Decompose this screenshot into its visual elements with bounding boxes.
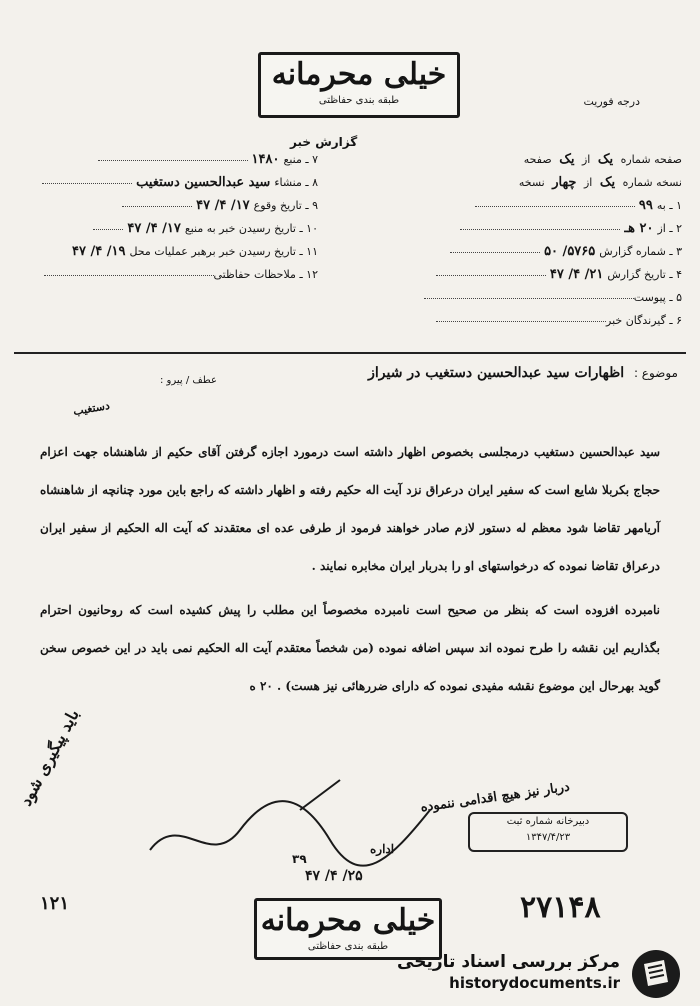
watermark bbox=[370, 950, 620, 992]
field-label: ۲ ـ از bbox=[657, 222, 682, 235]
field-value: ۵۷۶۵/ ۵۰ bbox=[544, 244, 596, 259]
field-label: ۴ ـ تاریخ گزارش bbox=[607, 268, 682, 281]
field-label: ۱۲ ـ ملاحظات حفاظتی bbox=[213, 268, 318, 281]
subject-label: موضوع : bbox=[633, 366, 678, 380]
reference-label: عطف / پیرو : bbox=[160, 375, 217, 386]
field-mid: از bbox=[581, 153, 591, 166]
field-label: نسخه شماره bbox=[622, 176, 682, 189]
field-value: ۱۹/ ۴/ ۴۷ bbox=[71, 244, 126, 259]
field-row bbox=[18, 194, 318, 217]
field-row bbox=[362, 194, 682, 217]
handwritten-margin-note: باید پیگیری شود bbox=[16, 706, 83, 809]
field-value2: چهار bbox=[552, 175, 577, 190]
field-row bbox=[362, 240, 682, 263]
field-row bbox=[18, 171, 318, 194]
field-value2: یک bbox=[559, 152, 575, 167]
watermark-url: historydocuments.ir bbox=[449, 974, 620, 992]
handwritten-number: ۳۹ bbox=[292, 852, 307, 866]
field-value: ۱۷/ ۴/ ۴۷ bbox=[127, 221, 181, 236]
top-stamp-title: خیلی محرمانه bbox=[271, 57, 447, 92]
report-fields-right bbox=[362, 148, 682, 332]
field-value: سید عبدالحسین دستغیب bbox=[136, 175, 271, 190]
field-row bbox=[18, 217, 318, 240]
field-value: ۲۱/ ۴/ ۴۷ bbox=[549, 267, 604, 282]
body-paragraph: سید عبدالحسین دستغیب درمجلسی بخصوص اظهار داشته است درمورد اجازه گرفتن آقای حکیم از شاهنشاه جهت اعزام حجاج بکربلا شایع است که سفیر ایران درعراق نزد آیت اله حکیم رفته و اظهار داشته که راجع باین مورد چنانچه از شاهنشاه آریامهر تقاضا شود معظم له دستور لازم صادر خواهند فرمود از طرفی عده ای معتقدند که آیت اله الحکیم از سفیر ایران درعراق تقاضا نموده که درخواستهای او را بدربار ایران مخابره نمایند . bbox=[40, 445, 660, 573]
field-value: یک bbox=[597, 152, 614, 167]
archive-number: ۲۷۱۴۸ bbox=[520, 890, 601, 925]
field-label: ۱ ـ به bbox=[656, 199, 682, 212]
signature-office: اداره bbox=[370, 842, 395, 856]
field-label: ۹ ـ تاریخ وقوع bbox=[253, 199, 318, 212]
bottom-stamp-title: خیلی محرمانه bbox=[260, 903, 436, 938]
watermark-title: مرکز بررسی اسناد تاریخی bbox=[397, 952, 620, 972]
field-value: یک bbox=[599, 175, 616, 190]
header-divider bbox=[14, 352, 686, 354]
subject-line bbox=[368, 365, 678, 381]
field-row bbox=[362, 263, 682, 286]
field-label: ۸ ـ منشاء bbox=[274, 176, 318, 189]
page-number: ۱۲۱ bbox=[40, 893, 70, 914]
field-value: ۱۷/ ۴/ ۴۷ bbox=[196, 198, 250, 213]
field-row bbox=[18, 240, 318, 263]
bottom-stamp-subtitle: طبقه بندی حفاظتی bbox=[307, 941, 389, 952]
field-label: ۱۱ ـ تاریخ رسیدن خبر برهبر عملیات محل bbox=[129, 245, 318, 258]
handwritten-note: دربار نیز هیچ اقدامی ننموده bbox=[419, 779, 571, 816]
urgency-label: درجه فوریت bbox=[583, 95, 640, 108]
report-body bbox=[40, 433, 660, 705]
field-mid: از bbox=[583, 176, 593, 189]
field-tail: صفحه bbox=[523, 153, 552, 166]
field-label: ۷ ـ منبع bbox=[283, 153, 318, 166]
report-fields-left bbox=[18, 148, 318, 286]
field-label: صفحه شماره bbox=[620, 153, 682, 166]
field-row bbox=[362, 171, 682, 194]
field-label: ۳ ـ شماره گزارش bbox=[599, 245, 682, 258]
subject-value: اظهارات سید عبدالحسین دستغیب در شیراز bbox=[368, 365, 625, 381]
receipt-line1: دبیرخانه شماره ثبت bbox=[506, 816, 590, 827]
body-paragraph: نامبرده افزوده است که بنظر من صحیح است نامبرده مخصوصاً این مطلب را پیش کشیده است که روحانیون احترام بگذاریم این نقشه را طرح نموده اند سپس اضافه نموده (من شخصاً معتقدم آیت اله الحکیم نمی باید در این خصوص سخن گوید بهرحال این موضوع نقشه مفیدی نموده که دارای ضررهائی نیز هست) . ۲۰ ه bbox=[40, 603, 660, 693]
field-tail: نسخه bbox=[518, 176, 545, 189]
field-row bbox=[362, 309, 682, 332]
field-row bbox=[362, 148, 682, 171]
field-row bbox=[362, 217, 682, 240]
field-value: ۱۴۸۰ bbox=[251, 152, 280, 167]
top-stamp-subtitle: طبقه بندی حفاظتی bbox=[318, 95, 400, 106]
handwritten-date: ۲۵/ ۴/ ۴۷ bbox=[305, 868, 363, 884]
signature-scribble bbox=[140, 770, 440, 890]
field-row bbox=[362, 286, 682, 309]
archive-logo-icon bbox=[630, 948, 682, 1000]
field-label: ۶ ـ گیرندگان خبر bbox=[606, 314, 682, 327]
receipt-stamp bbox=[468, 812, 628, 852]
field-row bbox=[18, 263, 318, 286]
report-title: گزارش خبر bbox=[290, 135, 358, 149]
handwritten-annotation: دستغیب bbox=[72, 398, 111, 419]
field-label: ۵ ـ پیوست bbox=[633, 291, 682, 304]
field-row bbox=[18, 148, 318, 171]
field-value: ۹۹ bbox=[638, 198, 653, 213]
receipt-line2: ۱۳۴۷/۴/۲۳ bbox=[525, 832, 571, 843]
field-label: ۱۰ ـ تاریخ رسیدن خبر به منبع bbox=[184, 222, 318, 235]
field-value: ۲۰ هـ bbox=[624, 221, 654, 236]
top-classification-stamp bbox=[258, 52, 460, 118]
